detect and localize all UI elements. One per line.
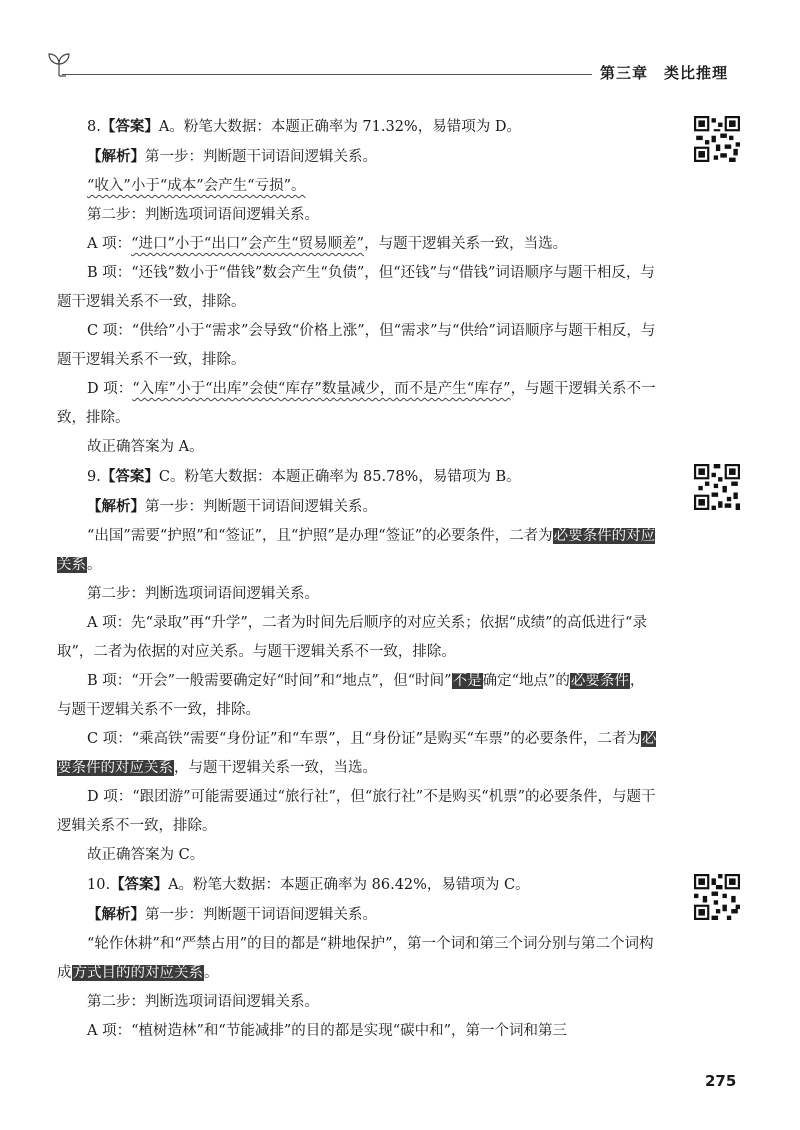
chapter-title: 类比推理: [664, 64, 729, 82]
conclusion-line: 故正确答案为 A。: [87, 439, 204, 455]
answer-line: [57, 870, 657, 900]
step2-line: 第二步：判断选项词语间逻辑关系。: [87, 207, 319, 223]
option-d: D 项：“跟团游”可能需要通过“旅行社”，但“旅行社”不是购买“机票”的必要条件，与题干逻辑关系不一致，排除。: [57, 789, 656, 834]
option-emphasis: “入库”小于“出库”会使“库存”数量减少，而不是产生“库存”: [132, 381, 511, 397]
relation-text: 。: [204, 965, 219, 981]
relation-text: “收入”小于“成本”会产生“亏损”。: [87, 178, 306, 194]
header-rule: [62, 74, 592, 75]
answer-text: A。粉笔大数据：本题正确率为 71.32%，易错项为 D。: [158, 119, 521, 135]
relation-line: [57, 930, 657, 988]
option-d: [57, 375, 657, 433]
answer-tag: 【答案】: [100, 468, 159, 485]
highlighted-term: 必要条件的对应关系: [57, 731, 657, 776]
answer-text: A。粉笔大数据：本题正确率为 86.42%，易错项为 C。: [168, 877, 530, 893]
highlighted-term: 必要条件的对应关系: [57, 528, 656, 573]
option-a: [57, 230, 657, 259]
highlighted-term: 必要条件: [570, 673, 629, 689]
question-number: 10.: [87, 877, 111, 893]
option-text: 确定“地点”的: [482, 673, 570, 689]
answer-tag: 【答案】: [100, 118, 159, 135]
analysis-tag: 【解析】: [87, 498, 145, 515]
relation-line: [57, 172, 657, 201]
option-text: ，与题干逻辑关系不一致，排除。: [57, 381, 656, 426]
option-text: ，与题干逻辑关系不一致，排除。: [57, 673, 645, 718]
relation-line: [57, 522, 657, 580]
analysis-line: [57, 142, 657, 172]
option-label: D 项：: [87, 381, 133, 397]
option-a: A 项：先“录取”再“升学”，二者为时间先后顺序的对应关系；依据“成绩”的高低进行“录取”，二者为依据的对应关系。与题干逻辑关系不一致，排除。: [57, 615, 647, 660]
page-number: 275: [705, 1072, 737, 1090]
option-text: ，与题干逻辑关系一致，当选。: [174, 760, 377, 776]
answer-tag: 【答案】: [110, 876, 169, 893]
option-emphasis: “进口”小于“出口”会产生“贸易顺差”: [131, 236, 365, 252]
relation-text: “轮作休耕”和“严禁占用”的目的都是“耕地保护”，第一个词和第三个词分别与第二个词构成: [57, 936, 654, 981]
qr-code-icon: [694, 116, 740, 162]
relation-text: 。: [87, 557, 102, 573]
qr-code-icon: [694, 874, 740, 920]
qr-code-icon: [694, 464, 740, 510]
option-label: A 项：: [87, 236, 132, 252]
option-c: [57, 725, 657, 783]
analysis-line: [57, 900, 657, 930]
step2-line: 第二步：判断选项词语间逻辑关系。: [87, 586, 319, 602]
step2-line: 第二步：判断选项词语间逻辑关系。: [87, 994, 319, 1010]
question-number: 8.: [87, 119, 101, 135]
question-number: 9.: [87, 469, 101, 485]
analysis-tag: 【解析】: [87, 906, 145, 923]
option-text: B 项：“开会”一般需要确定好“时间”和“地点”，但“时间”: [87, 673, 452, 689]
option-b: B 项：“还钱”数小于“借钱”数会产生“负债”，但“还钱”与“借钱”词语顺序与题干相反，与题干逻辑关系不一致，排除。: [57, 265, 655, 310]
step-text: 第一步：判断题干词语间逻辑关系。: [145, 907, 377, 923]
option-c: C 项：“供给”小于“需求”会导致“价格上涨”，但“需求”与“供给”词语顺序与题干相反，与题干逻辑关系不一致，排除。: [57, 323, 656, 368]
relation-text: “出国”需要“护照”和“签证”，且“护照”是办理“签证”的必要条件，二者为: [87, 528, 553, 544]
option-text: C 项：“乘高铁”需要“身份证”和“车票”，且“身份证”是购买“车票”的必要条件，二者为: [87, 731, 641, 747]
option-a: A 项：“植树造林”和“节能减排”的目的都是实现“碳中和”，第一个词和第三: [87, 1023, 568, 1039]
step-text: 第一步：判断题干词语间逻辑关系。: [145, 499, 377, 515]
step-text: 第一步：判断题干词语间逻辑关系。: [145, 149, 377, 165]
answer-line: [57, 462, 657, 492]
chapter-number: 第三章: [600, 64, 649, 82]
analysis-line: [57, 492, 657, 522]
answer-content: [57, 112, 657, 1046]
analysis-tag: 【解析】: [87, 148, 145, 165]
answer-text: C。粉笔大数据：本题正确率为 85.78%，易错项为 B。: [158, 469, 521, 485]
option-text: ，与题干逻辑关系一致，当选。: [364, 236, 568, 252]
answer-line: [57, 112, 657, 142]
option-b: [57, 667, 657, 725]
highlighted-term: 方式目的的对应关系: [72, 965, 203, 981]
chapter-header: [600, 62, 744, 83]
conclusion-line: 故正确答案为 C。: [87, 847, 205, 863]
highlighted-term: 不是: [452, 673, 482, 689]
